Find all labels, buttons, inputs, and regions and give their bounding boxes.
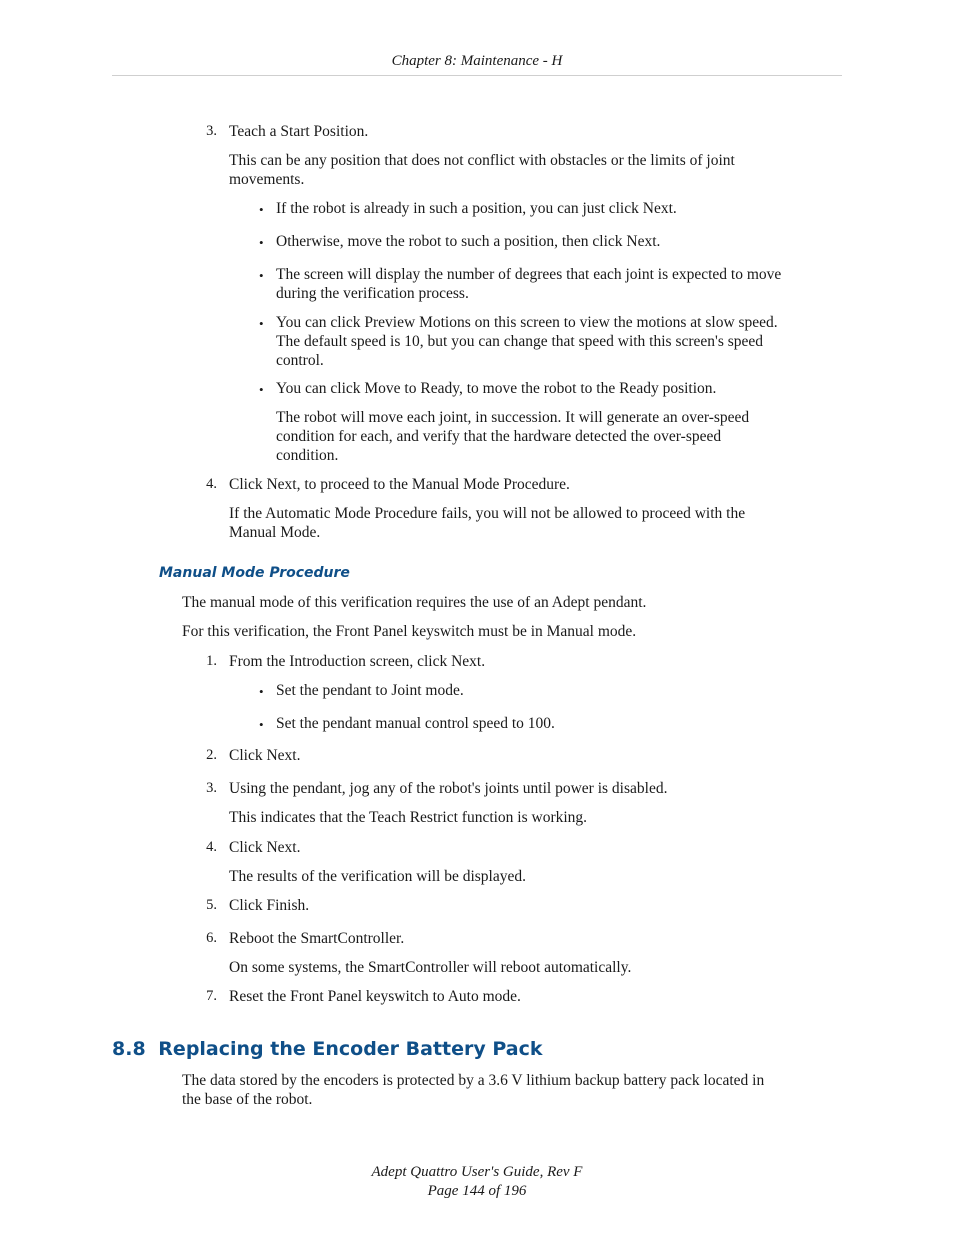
bullet-icon: • (259, 684, 264, 699)
bullet-icon: • (259, 235, 264, 250)
step-text: From the Introduction screen, click Next. (229, 653, 486, 670)
intro-paragraph: The manual mode of this verification requires the use of an Adept pendant. (182, 594, 647, 611)
bullet-icon: • (259, 382, 264, 397)
text-line: The screen will display the number of degrees that each joint is expected to move (276, 266, 782, 283)
guide-title: Adept Quattro User's Guide, Rev F (371, 1164, 583, 1180)
step-text: Using the pendant, jog any of the robot's joints until power is disabled. (229, 780, 668, 797)
page-number: Page 144 of 196 (427, 1183, 527, 1199)
text-line: during the verification process. (276, 285, 469, 302)
header-rule (112, 75, 842, 76)
bullet-item (276, 265, 781, 303)
bullet-item (276, 199, 677, 218)
step-number: 3. (206, 780, 217, 796)
text-line: condition for each, and verify that the hardware detected the over-speed (276, 428, 722, 445)
step-text: Teach a Start Position. (229, 123, 369, 140)
bullet-item (276, 313, 778, 370)
step-number: 3. (206, 123, 217, 139)
text-line: The data stored by the encoders is protected by a 3.6 V lithium backup battery pack located in (182, 1072, 765, 1089)
step-number: 5. (206, 897, 217, 913)
text-line: If the robot is already in such a position, you can just click Next. (276, 200, 677, 217)
step-number: 4. (206, 839, 217, 855)
step-text: Click Next. (229, 839, 301, 856)
step-number: 1. (206, 653, 217, 669)
step-paragraph (229, 504, 745, 542)
text-line: movements. (229, 171, 305, 188)
text-line: This can be any position that does not conflict with obstacles or the limits of joint (229, 152, 735, 169)
text-line: control. (276, 352, 324, 369)
step-note: The results of the verification will be displayed. (229, 868, 526, 885)
step-text: Click Next. (229, 747, 301, 764)
step-number: 4. (206, 476, 217, 492)
text-line: You can click Preview Motions on this screen to view the motions at slow speed. (276, 314, 778, 331)
text-line: The default speed is 10, but you can change that speed with this screen's speed (276, 333, 764, 350)
subsection-heading: Manual Mode Procedure (159, 565, 350, 581)
step-text: Reset the Front Panel keyswitch to Auto mode. (229, 988, 521, 1005)
intro-paragraph: For this verification, the Front Panel keyswitch must be in Manual mode. (182, 623, 637, 640)
section-title: Replacing the Encoder Battery Pack (158, 1038, 543, 1060)
section-heading (112, 1037, 543, 1061)
running-header: Chapter 8: Maintenance - H (391, 53, 563, 69)
step-note: This indicates that the Teach Restrict function is working. (229, 809, 588, 826)
running-footer (0, 1163, 954, 1201)
step-number: 6. (206, 930, 217, 946)
step-text: Reboot the SmartController. (229, 930, 405, 947)
bullet-item: Set the pendant manual control speed to 100. (276, 715, 555, 732)
step-number: 2. (206, 747, 217, 763)
section-paragraph (182, 1071, 764, 1109)
bullet-item (276, 379, 716, 398)
bullet-item (276, 232, 660, 251)
text-line: the base of the robot. (182, 1091, 313, 1108)
text-line: You can click Move to Ready, to move the robot to the Ready position. (276, 380, 717, 397)
text-line: Otherwise, move the robot to such a position, then click Next. (276, 233, 661, 250)
section-number: 8.8 (112, 1038, 146, 1060)
text-line: The robot will move each joint, in succession. It will generate an over-speed (276, 409, 750, 426)
step-number: 7. (206, 988, 217, 1004)
text-line: Manual Mode. (229, 524, 321, 541)
text-line: condition. (276, 447, 339, 464)
bullet-note (276, 408, 749, 465)
step-text: Click Finish. (229, 897, 310, 914)
step-text: Click Next, to proceed to the Manual Mode Procedure. (229, 476, 570, 493)
bullet-icon: • (259, 268, 264, 283)
step-paragraph (229, 151, 735, 189)
bullet-icon: • (259, 316, 264, 331)
bullet-item: Set the pendant to Joint mode. (276, 682, 464, 699)
text-line: If the Automatic Mode Procedure fails, you will not be allowed to proceed with the (229, 505, 746, 522)
bullet-icon: • (259, 717, 264, 732)
step-note: On some systems, the SmartController will reboot automatically. (229, 959, 632, 976)
bullet-icon: • (259, 202, 264, 217)
